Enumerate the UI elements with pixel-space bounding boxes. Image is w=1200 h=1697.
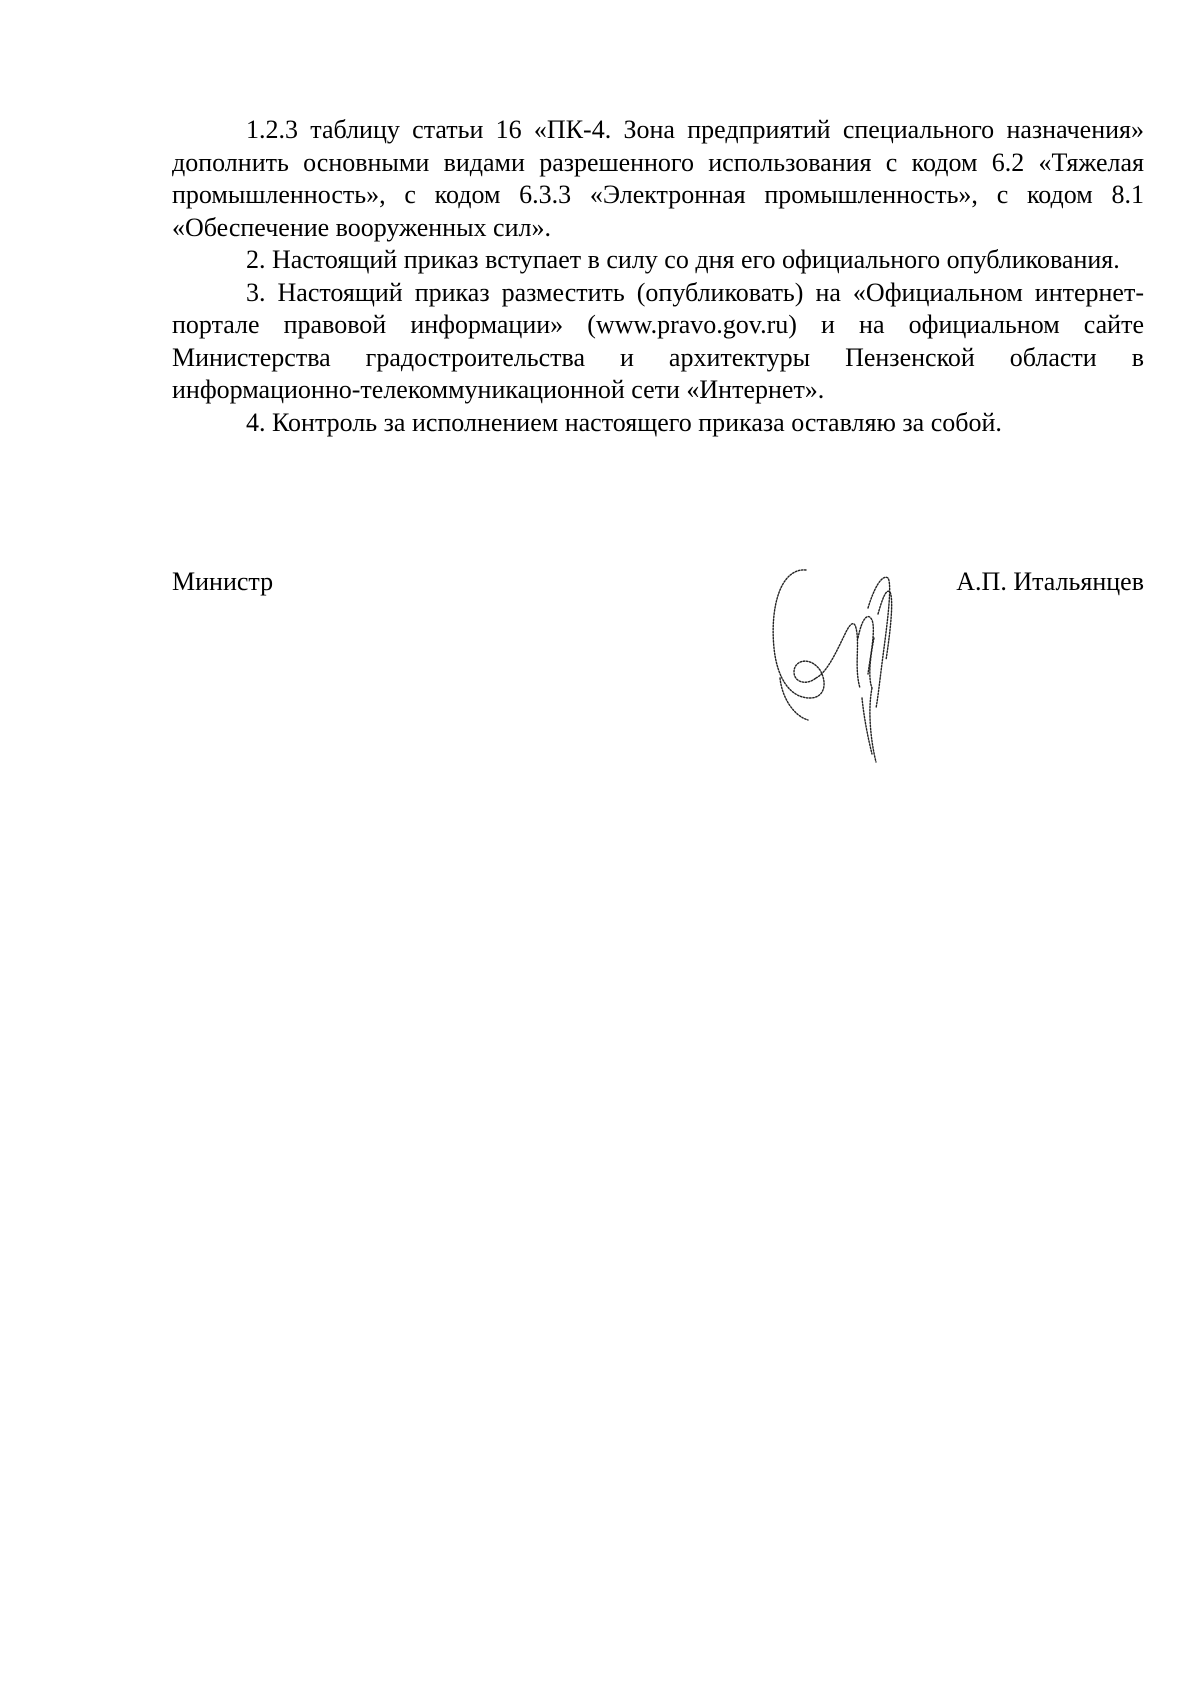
signer-name: А.П. Итальянцев bbox=[956, 567, 1144, 596]
signature-block bbox=[172, 566, 1144, 766]
handwritten-signature-icon bbox=[750, 548, 910, 768]
paragraph-3: 3. Настоящий приказ разместить (опубликовать) на «Официальном интернет-портале правовой информации» (www.pravo.gov.ru) и на официальном сайте Министерства градостроительства и архитектуры Пензенской области в информационно-телекоммуникационной сети «Интернет». bbox=[172, 277, 1144, 404]
document-body bbox=[172, 114, 1144, 439]
paragraph-4: 4. Контроль за исполнением настоящего приказа оставляю за собой. bbox=[246, 407, 1002, 437]
position-title: Министр bbox=[172, 567, 274, 596]
paragraph-1-2-3: 1.2.3 таблицу статьи 16 «ПК-4. Зона предприятий специального назначения» дополнить основными видами разрешенного использования с кодом 6.2 «Тяжелая промышленность», с кодом 6.3.3 «Электронная промышленность», с кодом 8.1 «Обеспечение вооруженных сил». bbox=[172, 115, 1144, 242]
paragraph-2: 2. Настоящий приказ вступает в силу со дня его официального опубликования. bbox=[246, 245, 1120, 274]
